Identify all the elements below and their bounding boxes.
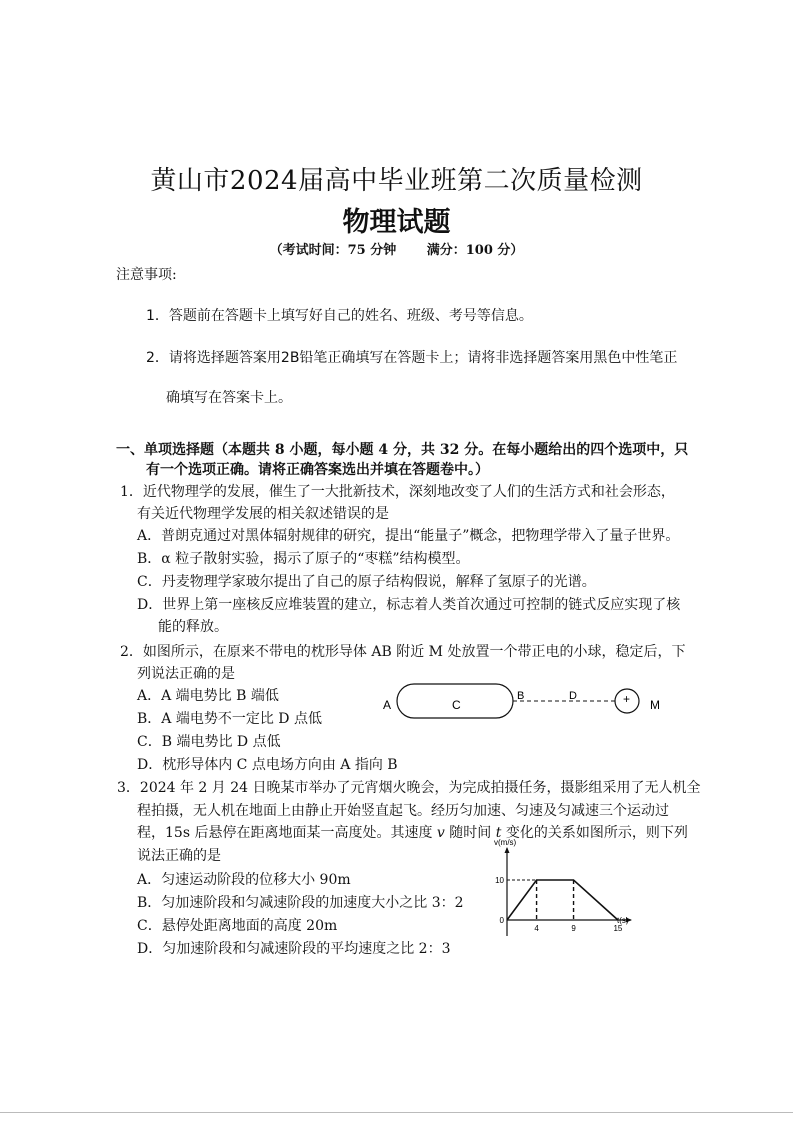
exam-title: 黄山市2024届高中毕业班第二次质量检测 [150,166,643,196]
velocity-series-line [507,880,618,920]
q1-stem: 1．近代物理学的发展，催生了一大批新技术，深刻地改变了人们的生活方式和社会形态， [120,484,675,500]
y-axis-arrow [505,847,510,853]
y-axis-label: v(m/s) [494,838,517,847]
q3-stem-part-b: 随时间 [444,825,496,841]
q1-option-a: A．普朗克通过对黑体辐射规律的研究，提出“能量子”概念，把物理学带入了量子世界。 [137,528,680,544]
q2-stem: 2．如图所示，在原来不带电的枕形导体 AB 附近 M 处放置一个带正电的小球，稳定后，下 [120,644,686,660]
subject-title: 物理试题 [342,207,451,238]
q3-stem: 3．2024 年 2 月 24 日晚某市举办了元宵烟火晚会，为完成拍摄任务，摄影组采用了无人机全 [117,780,701,796]
q3-option-d: D．匀加速阶段和匀减速阶段的平均速度之比 2：3 [137,941,451,957]
q1-option-c: C．丹麦物理学家玻尔提出了自己的原子结构假说，解释了氢原子的光谱。 [137,574,596,590]
q3-option-a: A．匀速运动阶段的位移大小 90m [137,872,351,888]
exam-info: （考试时间：75 分钟 满分：100 分） [269,243,524,258]
q3-stem-cont-3: 说法正确的是 [137,848,221,864]
charge-sign: + [623,692,631,706]
q1-option-d: D．世界上第一座核反应堆装置的建立，标志着人类首次通过可控制的链式反应实现了核 [137,597,681,613]
var-t: t [495,825,502,841]
q1-stem-cont: 有关近代物理学发展的相关叙述错误的是 [137,506,389,522]
q1-option-b: B．α 粒子散射实验，揭示了原子的“枣糕”结构模型。 [137,551,470,567]
q3-stem-part-a: 程，15s 后悬停在距离地面某一高度处。其速度 [137,825,437,841]
q2-option-c: C．B 端电势比 D 点低 [137,734,281,750]
conductor-figure [375,677,675,727]
vt-chart [488,838,638,942]
q3-option-b: B．匀加速阶段和匀减速阶段的加速度大小之比 3：2 [137,895,464,911]
q3-option-c: C．悬停处距离地面的高度 20m [137,918,338,934]
y-tick-label: 0 [499,916,504,925]
notice-item-2-cont: 确填写在答案卡上。 [166,390,292,406]
q1-option-d-cont: 能的释放。 [158,619,228,635]
notice-item-2: 2．请将选择题答案用2B铅笔正确填写在答题卡上；请将非选择题答案用黑色中性笔正 [146,350,678,366]
q2-option-d: D．枕形导体内 C 点电场方向由 A 指向 B [137,757,398,773]
vt-chart-svg [488,838,638,942]
section-heading: 一、单项选择题（本题共 8 小题，每小题 4 分，共 32 分。在每小题给出的四个选项中，只 [116,442,689,458]
label-m: M [650,698,660,712]
x-tick-label: 4 [534,924,539,933]
label-b: B [517,690,525,702]
q2-option-a: A．A 端电势比 B 端低 [137,688,279,704]
x-tick-label: 9 [571,924,576,933]
label-a: A [383,698,392,712]
q3-stem-cont-1: 程拍摄，无人机在地面上由静止开始竖直起飞。经历匀加速、匀速及匀减速三个运动过 [137,803,669,819]
q2-option-b: B．A 端电势不一定比 D 点低 [137,711,322,727]
label-c: C [452,698,461,712]
x-tick-label: 15 [613,924,623,933]
q2-stem-cont: 列说法正确的是 [137,666,235,682]
notice-heading: 注意事项: [116,267,177,283]
var-v: v [436,825,445,841]
y-tick-label: 10 [495,876,504,885]
section-heading-cont: 有一个选项正确。请将正确答案选出并填在答题卷中。） [146,462,489,478]
label-d: D [569,690,577,702]
x-axis-label: t(s) [617,916,629,925]
page-bottom-rule [0,1112,793,1113]
q3-stem-part-c: 变化的关系如图所示，则下列 [501,825,688,841]
notice-item-1: 1．答题前在答题卡上填写好自己的姓名、班级、考号等信息。 [146,308,533,324]
